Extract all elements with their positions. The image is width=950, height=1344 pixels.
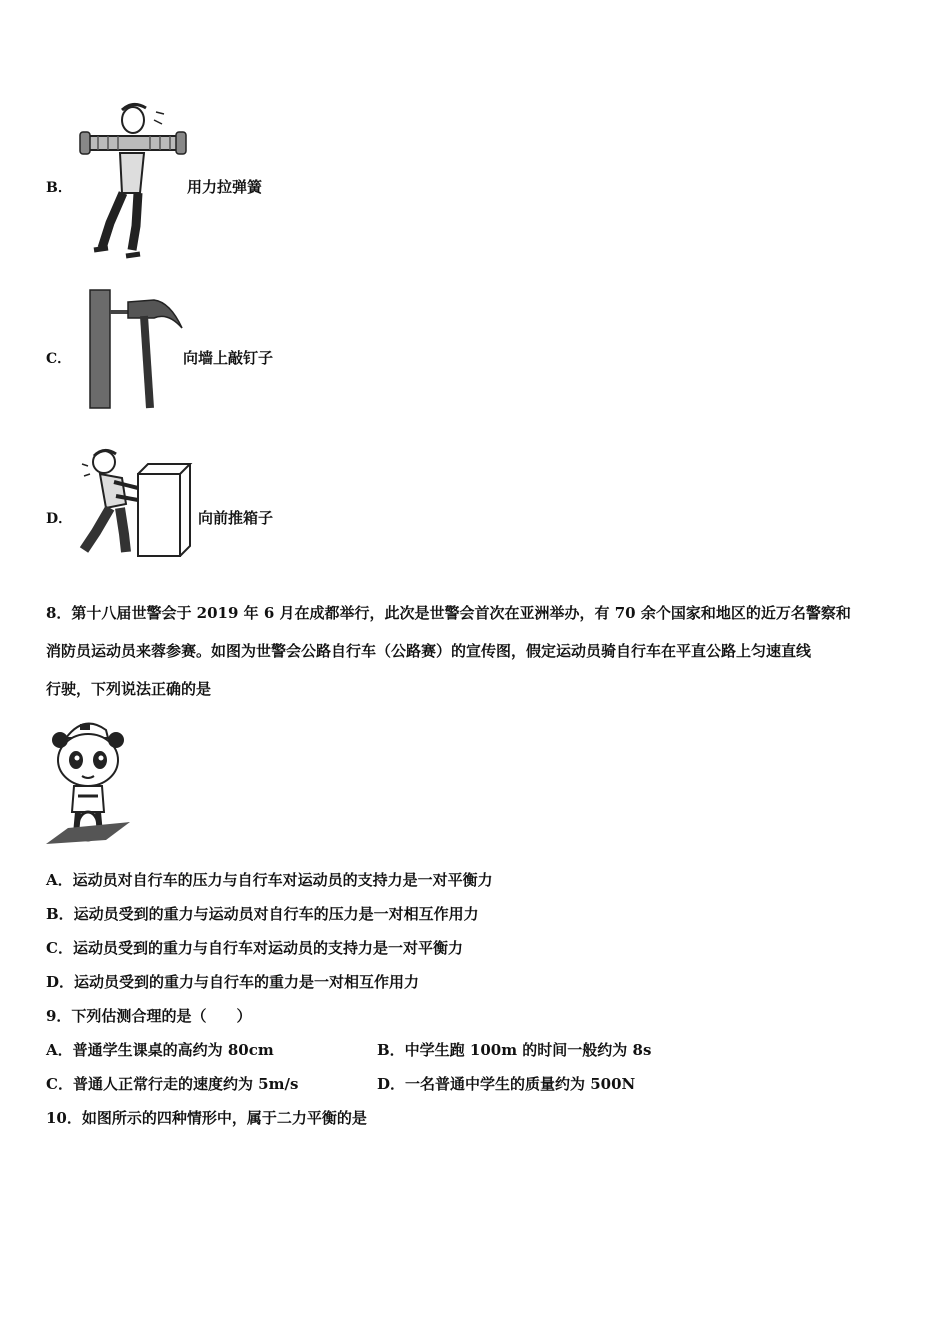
option-caption: 用力拉弹簧 (187, 178, 263, 196)
q8-stem-line-2: 消防员运动员来蓉参赛。如图为世警会公路自行车（公路赛）的宣传图，假定运动员骑自行车在平直公路上匀速直线 (46, 642, 812, 660)
hammer-nail-wall-icon (88, 288, 188, 412)
q8-stem-line-3: 行驶，下列说法正确的是 (46, 680, 212, 698)
man-pushing-box-icon (76, 444, 196, 562)
man-pulling-spring-icon (78, 98, 188, 263)
q9-option-d: D．一名普通中学生的质量约为 500N (377, 1075, 636, 1093)
q9-option-c: C．普通人正常行走的速度约为 5m/s (46, 1075, 299, 1093)
option-letter: D． (46, 511, 73, 527)
option-caption: 向前推箱子 (198, 509, 274, 527)
q10-stem: 10．如图所示的四种情形中，属于二力平衡的是 (46, 1109, 367, 1127)
q8-option-d: D．运动员受到的重力与自行车的重力是一对相互作用力 (46, 973, 420, 991)
option-letter: B． (46, 180, 72, 196)
panda-cyclist-icon (44, 716, 136, 848)
q8-option-b: B．运动员受到的重力与运动员对自行车的压力是一对相互作用力 (46, 905, 479, 923)
q9-option-b: B．中学生跑 100m 的时间一般约为 8s (377, 1041, 652, 1059)
q9-stem: 9．下列估测合理的是（ ） (46, 1007, 252, 1025)
option-caption: 向墙上敲钉子 (183, 349, 274, 367)
option-letter: C． (46, 351, 72, 367)
q9-option-a: A．普通学生课桌的高约为 80cm (46, 1041, 274, 1059)
q8-option-c: C．运动员受到的重力与自行车对运动员的支持力是一对平衡力 (46, 939, 463, 957)
q8-stem-line-1: 8．第十八届世警会于 2019 年 6 月在成都举行，此次是世警会首次在亚洲举办，有 70 余个国家和地区的近万名警察和 (46, 604, 851, 622)
q8-option-a: A．运动员对自行车的压力与自行车对运动员的支持力是一对平衡力 (46, 871, 493, 889)
